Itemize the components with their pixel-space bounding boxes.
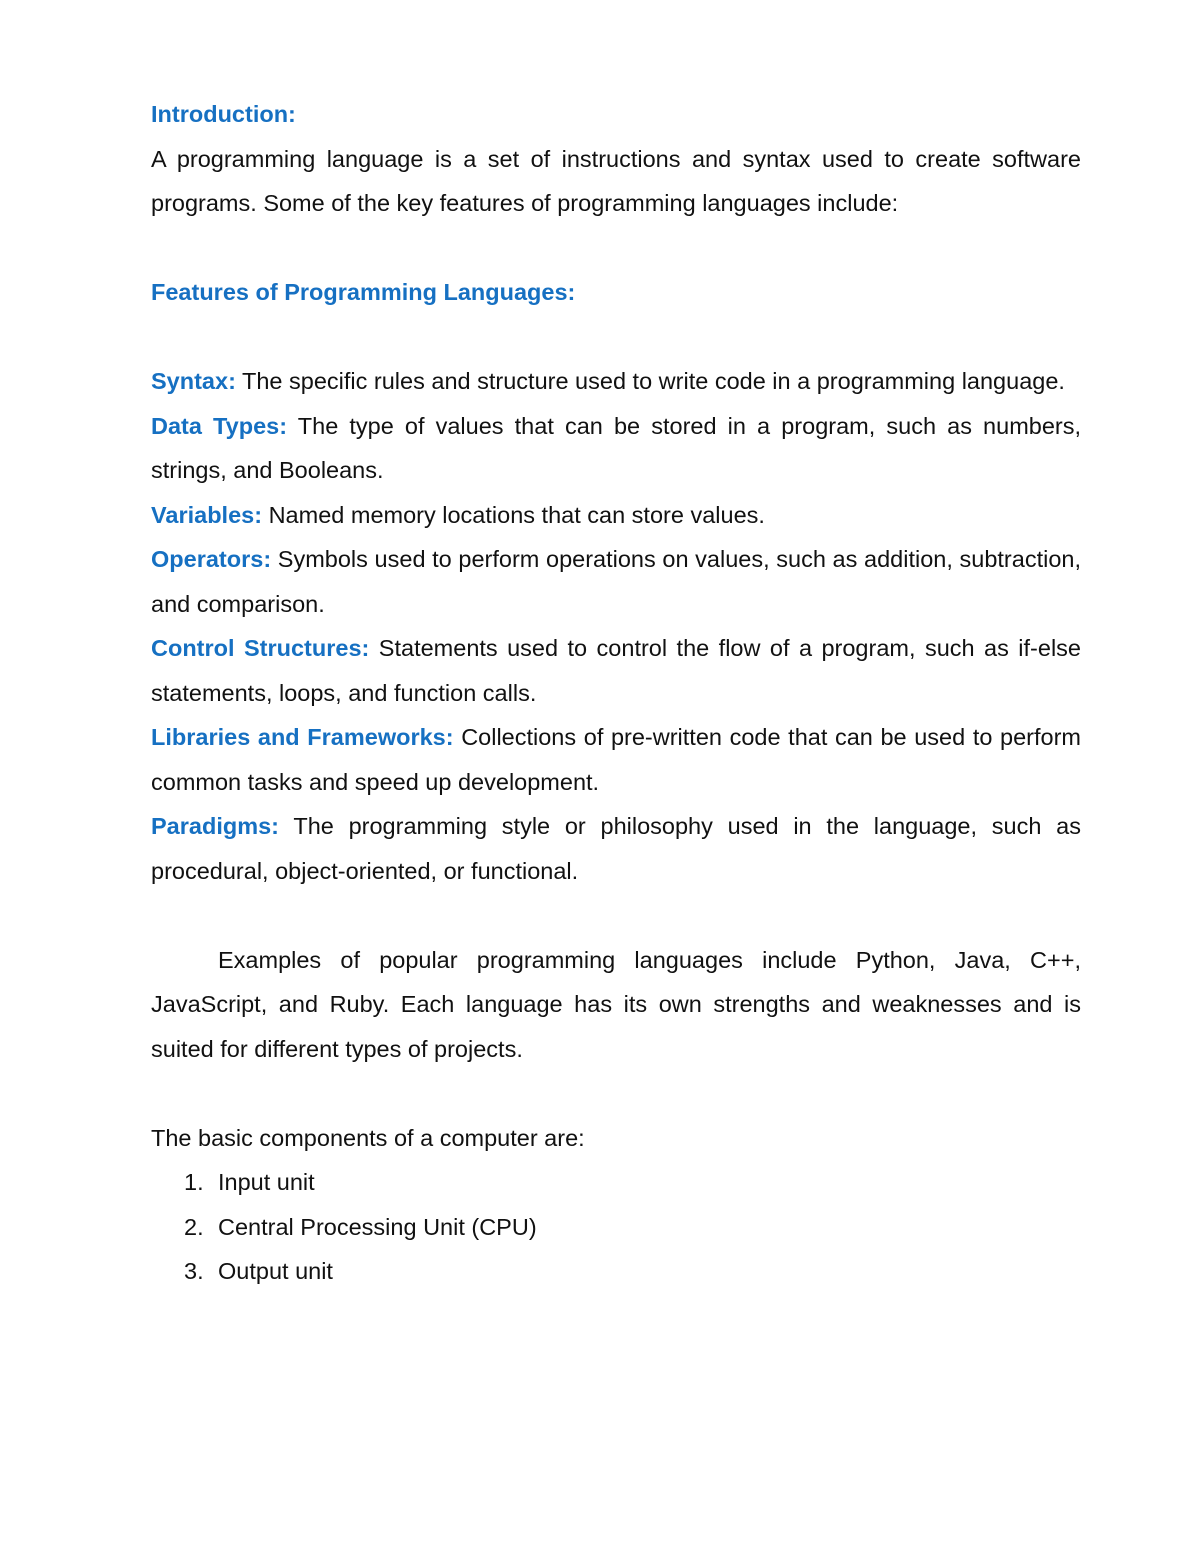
feature-term: Variables:: [151, 501, 263, 528]
intro-paragraph: A programming language is a set of instructions and syntax used to create software programs. Some of the key features of programming languages include:: [151, 145, 1081, 216]
spacer: [151, 1071, 1081, 1116]
list-label: Input unit: [218, 1169, 315, 1195]
list-label: Central Processing Unit (CPU): [218, 1213, 537, 1240]
features-heading: Features of Programming Languages:: [151, 279, 576, 305]
feature-description: The programming style or philosophy used in the language, such as procedural, object-oriented, or functional.: [151, 813, 1082, 884]
list-number: 2.: [184, 1213, 204, 1240]
feature-description: Statements used to control the flow of a program, such as if-else statements, loops, and function calls.: [151, 635, 1081, 706]
feature-item: [151, 493, 1081, 538]
components-list: [151, 1160, 1081, 1294]
document-page: [151, 92, 1081, 1294]
feature-item: [151, 804, 1081, 893]
spacer: [151, 893, 1081, 938]
feature-term: Syntax:: [151, 368, 236, 394]
list-item: [184, 1249, 1081, 1294]
feature-item: [151, 404, 1081, 493]
list-label: Output unit: [218, 1258, 333, 1284]
feature-description: The specific rules and structure used to write code in a programming language.: [242, 368, 1065, 394]
feature-term: Control Structures:: [151, 635, 370, 661]
feature-description: Collections of pre-written code that can be used to perform common tasks and speed up development.: [151, 724, 1081, 795]
examples-paragraph: Examples of popular programming languages include Python, Java, C++, JavaScript, and Ruby. Each language has its own strengths and weaknesses and is suited for different types of projects.: [151, 946, 1081, 1062]
spacer: [151, 315, 1081, 360]
feature-term: Data Types:: [151, 412, 288, 439]
feature-item: [151, 537, 1081, 626]
feature-description: Symbols used to perform operations on values, such as addition, subtraction, and comparison.: [151, 546, 1081, 617]
list-item: [184, 1160, 1081, 1205]
feature-item: [151, 715, 1081, 804]
feature-term: Libraries and Frameworks:: [151, 724, 454, 750]
components-intro: The basic components of a computer are:: [151, 1124, 585, 1151]
list-item: [184, 1205, 1081, 1250]
intro-heading: Introduction:: [151, 101, 296, 127]
list-number: 1.: [184, 1169, 204, 1195]
feature-item: [151, 359, 1081, 404]
feature-description: The type of values that can be stored in a program, such as numbers, strings, and Booleans.: [151, 412, 1082, 483]
features-list: [151, 359, 1081, 893]
feature-term: Operators:: [151, 546, 272, 572]
feature-term: Paradigms:: [151, 813, 279, 839]
spacer: [151, 226, 1081, 271]
list-number: 3.: [184, 1258, 204, 1284]
feature-description: Named memory locations that can store values.: [268, 501, 765, 528]
feature-item: [151, 626, 1081, 715]
